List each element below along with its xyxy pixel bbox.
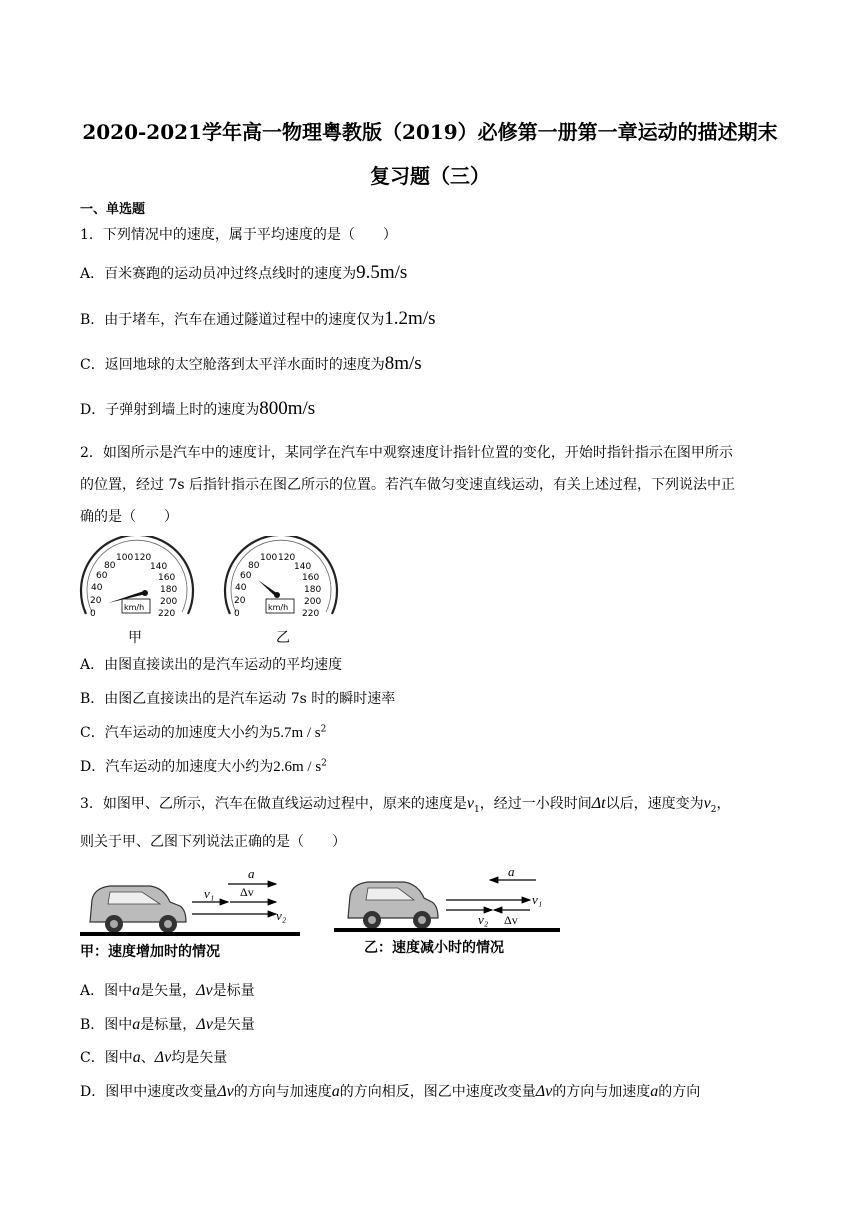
- yi-tick-200: 200: [304, 597, 322, 607]
- jia-unit: km/h: [124, 603, 145, 612]
- yi-tick-120: 120: [278, 553, 296, 563]
- jia-dv-label: Δv: [240, 885, 254, 899]
- jia-tick-160: 160: [158, 573, 176, 583]
- q2-option-c: [80, 722, 326, 742]
- q1-option-a: [80, 262, 407, 284]
- q3-option-b: [80, 1014, 255, 1034]
- q1-option-d-value: 800m/s: [259, 398, 316, 419]
- q3-a-t3: 是标量: [212, 983, 255, 999]
- jia-tick-0: 0: [90, 609, 96, 619]
- yi-v1-label: v₁: [532, 892, 543, 907]
- q2-option-c-sup: 2: [320, 724, 327, 735]
- q3-stem-b: ，经过一小段时间: [479, 796, 592, 812]
- q3-c-dv: Δv: [154, 1049, 172, 1066]
- speedometer-figure-svg: [78, 536, 358, 648]
- q2-stem-line3: 确的是（ ）: [80, 509, 178, 525]
- jia-tick-40: 40: [91, 583, 103, 593]
- q3-v1-sub: 1: [474, 804, 480, 815]
- q3-a-a: a: [132, 982, 141, 999]
- q3-d-t3: 的方向相反，图乙中速度改变量: [339, 1084, 536, 1100]
- q3-option-c: [80, 1047, 227, 1067]
- q2-option-d: [80, 756, 327, 776]
- jia-tick-100: 100: [116, 553, 134, 563]
- q2-stem-line2: 的位置，经过 7s 后指针指示在图乙所示的位置。若汽车做匀变速直线运动，有关上述过程，下列说法中正: [80, 477, 735, 493]
- jia-tick-180: 180: [160, 585, 178, 595]
- q3-d-t5: 的方向: [658, 1084, 701, 1100]
- yi-tick-20: 20: [234, 596, 246, 606]
- yi-v2-label: v₂: [478, 912, 489, 927]
- page-title-line2: 复习题（三）: [370, 164, 490, 188]
- q3-b-a: a: [132, 1016, 141, 1033]
- jia-a-label: a: [248, 866, 255, 881]
- q3-d-a: a: [331, 1083, 340, 1100]
- q2-option-d-value: 2.6m / s: [273, 759, 322, 775]
- yi-tick-140: 140: [294, 562, 312, 572]
- yi-tick-220: 220: [302, 609, 320, 619]
- q3-v2: v: [703, 795, 711, 812]
- q3-a-dv: Δv: [196, 982, 213, 999]
- q2-option-d-text: D．汽车运动的加速度大小约为: [80, 759, 274, 775]
- q3-stem-line1: [80, 793, 730, 815]
- q2-stem-line1: 2．如图所示是汽车中的速度计，某同学在汽车中观察速度计指针位置的变化，开始时指针指示在图甲所示: [80, 445, 733, 461]
- q3-c-t1: C．图中: [80, 1050, 133, 1066]
- yi-tick-60: 60: [240, 571, 252, 581]
- q3-c-t3: 均是矢量: [171, 1050, 228, 1066]
- yi-tick-40: 40: [235, 583, 247, 593]
- q2-option-a: A．由图直接读出的是汽车运动的平均速度: [80, 657, 343, 673]
- yi-dv-label: Δv: [504, 913, 518, 927]
- yi-tick-100: 100: [260, 553, 278, 563]
- yi-tick-180: 180: [304, 585, 322, 595]
- jia-tick-80: 80: [104, 561, 116, 571]
- q1-option-b-text: B．由于堵车，汽车在通过隧道过程中的速度仅为: [80, 312, 385, 328]
- jia-v2-label: v₂: [276, 908, 287, 923]
- yi-tick-160: 160: [302, 573, 320, 583]
- q3-b-t3: 是矢量: [212, 1017, 255, 1033]
- q3-b-dv: Δv: [196, 1016, 213, 1033]
- jia-v1-label: v₁: [204, 886, 215, 901]
- jia-tick-200: 200: [160, 597, 178, 607]
- yi-tick-0: 0: [234, 609, 240, 619]
- q1-option-c-text: C．返回地球的太空舱落到太平洋水面时的速度为: [80, 357, 385, 373]
- q2-option-c-text: C．汽车运动的加速度大小约为: [80, 725, 273, 741]
- yi-tick-80: 80: [248, 561, 260, 571]
- speedometer-jia: [81, 536, 193, 646]
- q3-v1: v: [466, 795, 475, 812]
- jia-tick-60: 60: [96, 571, 108, 581]
- yi-unit: km/h: [268, 603, 289, 612]
- yi-caption: 乙：速度减小时的情况: [364, 940, 504, 956]
- q2-option-d-sup: 2: [321, 758, 327, 769]
- jia-tick-220: 220: [158, 609, 176, 619]
- jia-tick-20: 20: [90, 596, 102, 606]
- q3-c-a: a: [132, 1049, 141, 1066]
- car-velocity-figure-svg: [80, 862, 560, 966]
- page-title-line1: 2020-2021学年高一物理粤教版（2019）必修第一册第一章运动的描述期末: [82, 120, 778, 144]
- q3-stem-d: ，: [716, 796, 731, 812]
- q3-d-a2: a: [650, 1083, 659, 1100]
- q3-v2-sub: 2: [710, 804, 717, 815]
- yi-label: 乙: [276, 630, 290, 646]
- section-heading: 一、单选题: [80, 202, 146, 217]
- jia-tick-120: 120: [134, 553, 152, 563]
- q1-option-a-value: 9.5m/s: [356, 262, 408, 283]
- yi-a-label: a: [508, 864, 515, 879]
- q1-option-c-value: 8m/s: [384, 353, 422, 374]
- q1-option-d: [80, 398, 315, 420]
- car-yi: [348, 882, 438, 929]
- q2-option-b: B．由图乙直接读出的是汽车运动 7s 时的瞬时速率: [80, 691, 396, 707]
- jia-tick-140: 140: [150, 562, 168, 572]
- q3-a-t2: 是矢量，: [140, 983, 197, 999]
- q3-stem-line2: 则关于甲、乙图下列说法正确的是（ ）: [80, 834, 346, 850]
- jia-label: 甲: [128, 630, 142, 646]
- q3-d-t4: 的方向与加速度: [552, 1084, 651, 1100]
- q3-d-t1: D．图甲中速度改变量: [80, 1084, 218, 1100]
- q1-stem: 1．下列情况中的速度，属于平均速度的是（ ）: [80, 227, 397, 243]
- q3-c-t2: 、: [140, 1050, 155, 1066]
- speedometer-yi: [225, 536, 337, 646]
- q3-d-dv2: Δv: [535, 1083, 553, 1100]
- car-jia: [90, 886, 186, 933]
- q1-option-a-text: A．百米赛跑的运动员冲过终点线时的速度为: [80, 266, 357, 282]
- q1-option-b-value: 1.2m/s: [384, 308, 436, 329]
- q3-stem-c: 以后，速度变为: [605, 796, 704, 812]
- q2-option-c-value: 5.7m / s: [272, 725, 321, 741]
- car-velocity-figure: [80, 862, 560, 966]
- q3-b-t2: 是标量，: [140, 1017, 197, 1033]
- q3-option-d: [80, 1081, 700, 1101]
- q3-stem-a: 3．如图甲、乙所示，汽车在做直线运动过程中，原来的速度是: [80, 796, 467, 812]
- q1-option-c: [80, 353, 422, 375]
- q3-option-a: [80, 980, 255, 1000]
- q3-b-t1: B．图中: [80, 1017, 133, 1033]
- q3-dt: Δt: [591, 795, 606, 812]
- q3-d-dv: Δv: [217, 1083, 234, 1100]
- q3-d-t2: 的方向与加速度: [233, 1084, 332, 1100]
- q1-option-d-text: D．子弹射到墙上时的速度为: [80, 402, 260, 418]
- q3-a-t1: A．图中: [80, 983, 133, 999]
- speedometer-figure: [78, 536, 358, 648]
- jia-caption: 甲：速度增加时的情况: [80, 944, 220, 960]
- q1-option-b: [80, 308, 436, 330]
